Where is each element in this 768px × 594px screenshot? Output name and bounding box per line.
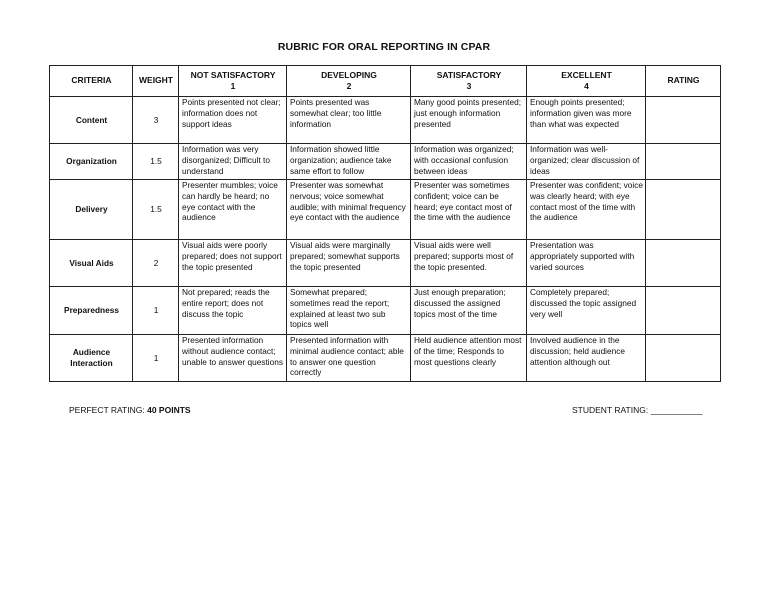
- criteria-cell: Organization: [50, 144, 133, 180]
- document-title: RUBRIC FOR ORAL REPORTING IN CPAR: [277, 41, 491, 53]
- developing-cell: Information showed little organization; audience take same effort to follow: [287, 144, 411, 180]
- table-row: [50, 240, 721, 287]
- student-rating-label: STUDENT RATING:: [572, 405, 649, 415]
- criteria-cell: Audience Interaction: [50, 335, 133, 382]
- header-developing-label: DEVELOPING: [321, 69, 377, 80]
- header-rating: RATING: [646, 66, 721, 97]
- rating-cell[interactable]: [646, 335, 721, 382]
- weight-cell: 1.5: [133, 180, 179, 240]
- header-excellent-score: 4: [584, 81, 589, 91]
- criteria-cell: Preparedness: [50, 287, 133, 335]
- header-satisfactory-label: SATISFACTORY: [436, 69, 502, 80]
- rating-cell[interactable]: [646, 287, 721, 335]
- weight-cell: 1.5: [133, 144, 179, 180]
- rating-cell[interactable]: [646, 240, 721, 287]
- header-satisfactory-score: 3: [466, 81, 472, 91]
- satisfactory-cell: Visual aids were well prepared; supports most of the topic presented.: [411, 240, 527, 287]
- header-developing-score: 2: [346, 81, 352, 91]
- satisfactory-cell: Presenter was sometimes confident; voice can be heard; eye contact most of the time with the audience: [411, 180, 527, 240]
- header-criteria: CRITERIA: [50, 66, 133, 97]
- rating-cell[interactable]: [646, 144, 721, 180]
- developing-cell: Presenter was somewhat nervous; voice somewhat audible; with minimal frequency eye contact with the audience: [287, 180, 411, 240]
- not-satisfactory-cell: Visual aids were poorly prepared; does not support the topic presented: [179, 240, 287, 287]
- excellent-cell: Enough points presented; information given was more than what was expected: [527, 97, 646, 144]
- weight-cell: 2: [133, 240, 179, 287]
- rating-cell[interactable]: [646, 180, 721, 240]
- not-satisfactory-cell: Points presented not clear; information does not support ideas: [179, 97, 287, 144]
- developing-cell: Visual aids were marginally prepared; somewhat supports the topic presented: [287, 240, 411, 287]
- header-excellent: [527, 66, 646, 97]
- table-row: [50, 335, 721, 382]
- table-row: [50, 287, 721, 335]
- table-row: [50, 97, 721, 144]
- not-satisfactory-cell: Not prepared; reads the entire report; does not discuss the topic: [179, 287, 287, 335]
- criteria-cell: Content: [50, 97, 133, 144]
- weight-cell: 3: [133, 97, 179, 144]
- header-weight: WEIGHT: [133, 66, 179, 97]
- not-satisfactory-cell: Presented information without audience contact; unable to answer questions: [179, 335, 287, 382]
- excellent-cell: Information was well-organized; clear discussion of ideas: [527, 144, 646, 180]
- header-not-satisfactory: [179, 66, 287, 97]
- satisfactory-cell: Held audience attention most of the time; Responds to most questions clearly: [411, 335, 527, 382]
- student-rating: [572, 405, 703, 415]
- perfect-rating-label: PERFECT RATING:: [69, 405, 145, 415]
- rubric-table: [49, 65, 721, 382]
- excellent-cell: Presentation was appropriately supported with varied sources: [527, 240, 646, 287]
- excellent-cell: Completely prepared; discussed the topic assigned very well: [527, 287, 646, 335]
- satisfactory-cell: Many good points presented; just enough information presented: [411, 97, 527, 144]
- developing-cell: Somewhat prepared; sometimes read the report; explained at least two sub topics well: [287, 287, 411, 335]
- table-header-row: [50, 66, 721, 97]
- perfect-rating-value: 40 POINTS: [147, 405, 191, 415]
- not-satisfactory-cell: Presenter mumbles; voice can hardly be heard; no eye contact with the audience: [179, 180, 287, 240]
- excellent-cell: Presenter was confident; voice was clearly heard; with eye contact most of the time with the audience: [527, 180, 646, 240]
- table-row: [50, 144, 721, 180]
- header-not-satisfactory-score: 1: [230, 81, 236, 91]
- weight-cell: 1: [133, 335, 179, 382]
- header-excellent-label: EXCELLENT: [561, 69, 612, 80]
- header-not-satisfactory-label: NOT SATISFACTORY: [190, 69, 276, 80]
- satisfactory-cell: Just enough preparation; discussed the assigned topics most of the time: [411, 287, 527, 335]
- satisfactory-cell: Information was organized; with occasional confusion between ideas: [411, 144, 527, 180]
- criteria-cell: Visual Aids: [50, 240, 133, 287]
- developing-cell: Presented information with minimal audience contact; able to answer one question correctly: [287, 335, 411, 382]
- header-satisfactory: [411, 66, 527, 97]
- perfect-rating: [69, 405, 191, 415]
- student-rating-blank[interactable]: ___________: [650, 405, 703, 415]
- header-developing: [287, 66, 411, 97]
- criteria-cell: Delivery: [50, 180, 133, 240]
- excellent-cell: Involved audience in the discussion; held audience attention although out: [527, 335, 646, 382]
- weight-cell: 1: [133, 287, 179, 335]
- table-row: [50, 180, 721, 240]
- developing-cell: Points presented was somewhat clear; too little information: [287, 97, 411, 144]
- not-satisfactory-cell: Information was very disorganized; Difficult to understand: [179, 144, 287, 180]
- rating-cell[interactable]: [646, 97, 721, 144]
